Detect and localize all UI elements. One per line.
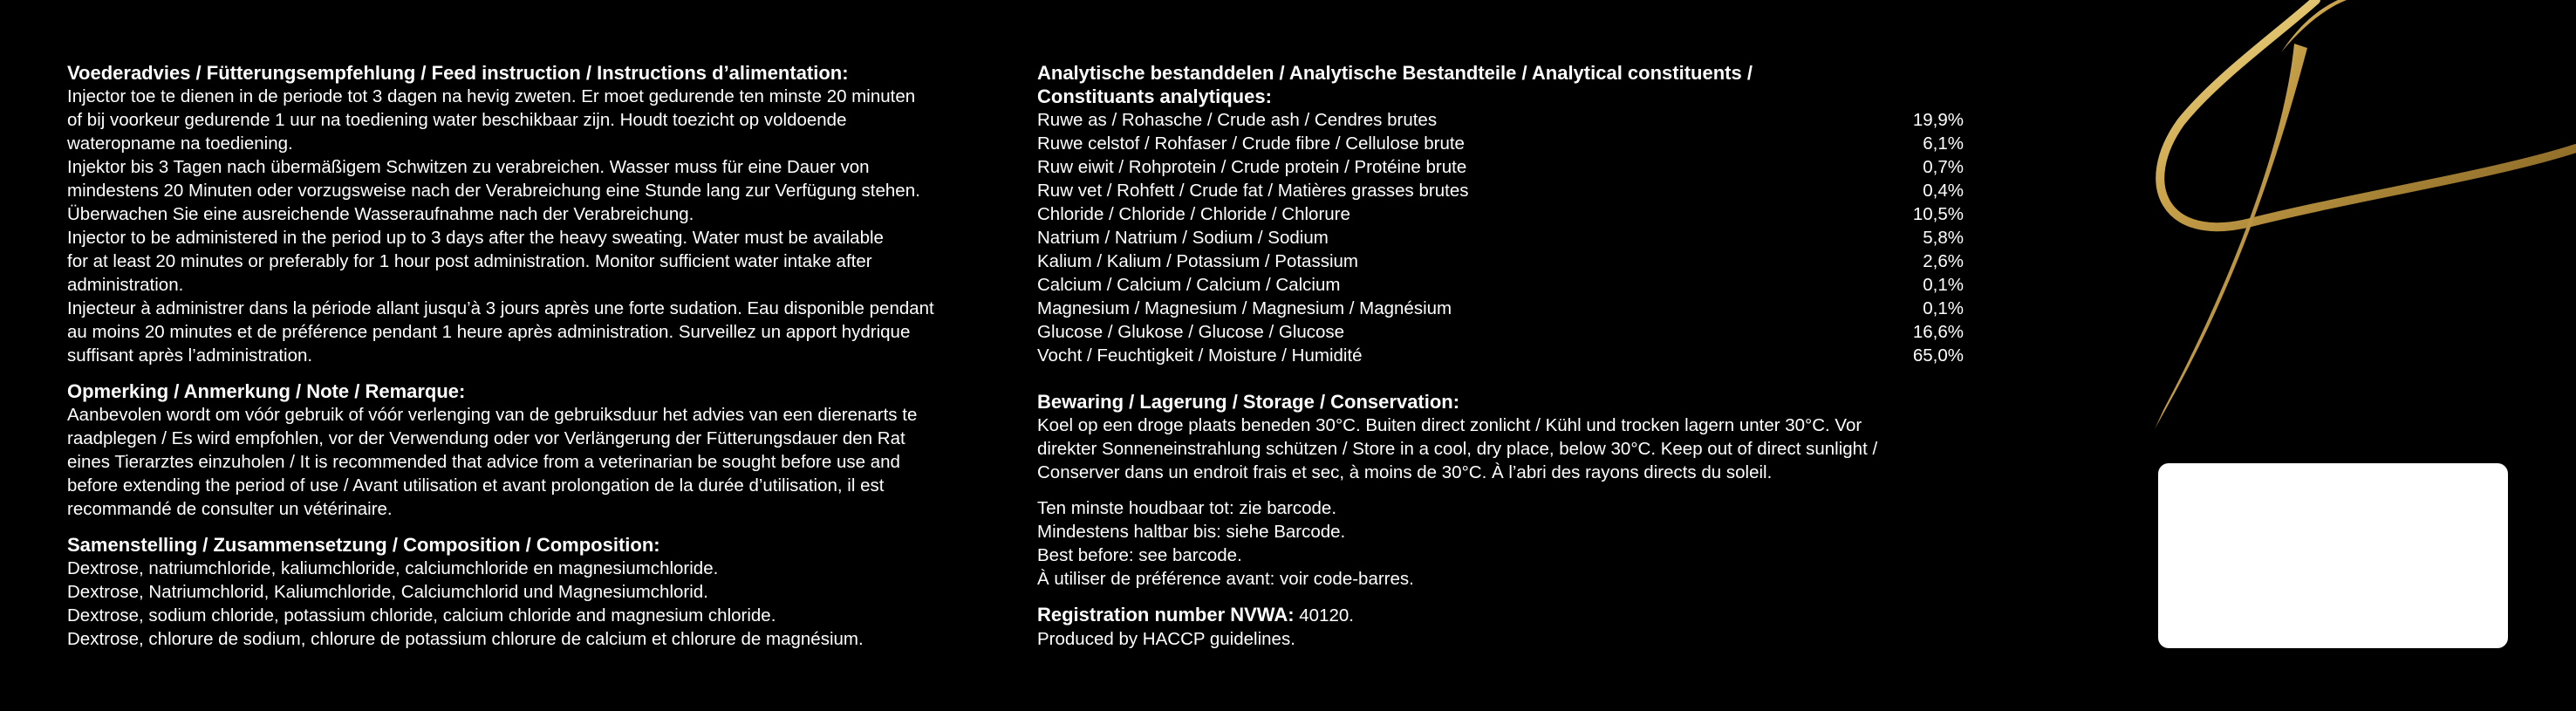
best-before-line: Best before: see barcode.	[1037, 545, 1242, 565]
feed-line: mindestens 20 Minuten oder vorzugsweise nach der Verabreichung eine Stunde lang zur Verfügung stehen.	[67, 181, 920, 201]
analytical-row	[1037, 273, 1964, 297]
note-section	[67, 379, 1005, 521]
registration-label: Registration number NVWA:	[1037, 604, 1295, 626]
swirl-loop	[2160, 0, 2576, 227]
constituent-value: 19,9%	[1912, 110, 1964, 130]
best-before-section	[1037, 496, 1971, 591]
analytical-row	[1037, 155, 1964, 179]
constituent-label: Vocht / Feuchtigkeit / Moisture / Humidité	[1037, 345, 1363, 366]
note-line: raadplegen / Es wird empfohlen, vor der Verwendung oder vor Verlängerung der Fütterungsdauer den Rat	[67, 428, 905, 448]
feed-line: Injector toe te dienen in de periode tot 3 dagen na hevig zweten. Er moet gedurende ten minste 20 minuten	[67, 86, 916, 106]
analytical-row	[1037, 202, 1964, 226]
left-column	[67, 61, 1005, 663]
constituent-label: Ruwe as / Rohasche / Crude ash / Cendres brutes	[1037, 110, 1438, 130]
analytical-heading-cont: Constituants analytiques:	[1037, 85, 1272, 107]
feed-instruction-heading: Voederadvies / Fütterungsempfehlung / Feed instruction / Instructions d’alimentation:	[67, 62, 849, 84]
feed-line: Injecteur à administrer dans la période allant jusqu’à 3 jours après une forte sudation. Eau disponible pendant	[67, 298, 934, 318]
constituent-value: 2,6%	[1923, 251, 1964, 271]
best-before-line: Mindestens haltbar bis: siehe Barcode.	[1037, 522, 1346, 542]
storage-line: Koel op een droge plaats beneden 30°C. Buiten direct zonlicht / Kühl und trocken lagern unter 30°C. Vor	[1037, 415, 1862, 435]
note-line: recommandé de consulter un vétérinaire.	[67, 499, 393, 519]
feed-line: Injector to be administered in the period up to 3 days after the heavy sweating. Water must be available	[67, 228, 884, 248]
analytical-row	[1037, 132, 1964, 155]
composition-section	[67, 533, 1005, 651]
feed-line: of bij voorkeur gedurende 1 uur na toediening water beschikbaar zijn. Houdt toezicht op voldoende	[67, 110, 847, 130]
produced-by-line: Produced by HACCP guidelines.	[1037, 629, 1295, 649]
feed-line: wateropname na toediening.	[67, 133, 293, 154]
constituent-label: Natrium / Natrium / Sodium / Sodium	[1037, 228, 1329, 248]
constituent-value: 0,7%	[1923, 157, 1964, 177]
constituent-value: 0,1%	[1923, 275, 1964, 295]
feed-line: for at least 20 minutes or preferably for 1 hour post administration. Monitor sufficient water intake after	[67, 251, 872, 271]
analytical-section	[1037, 61, 1971, 367]
composition-line: Dextrose, natriumchloride, kaliumchloride, calciumchloride en magnesiumchloride.	[67, 558, 719, 578]
best-before-line: Ten minste houdbaar tot: zie barcode.	[1037, 498, 1337, 518]
feed-line: suffisant après l’administration.	[67, 345, 313, 366]
registration-number: 40120.	[1294, 605, 1354, 626]
constituent-label: Kalium / Kalium / Potassium / Potassium	[1037, 251, 1358, 271]
storage-line: Conserver dans un endroit frais et sec, à moins de 30°C. À l’abri des rayons directs du soleil.	[1037, 462, 1773, 482]
analytical-row	[1037, 250, 1964, 273]
analytical-heading: Analytische bestanddelen / Analytische Bestandteile / Analytical constituents /	[1037, 62, 1753, 84]
best-before-line: À utiliser de préférence avant: voir code-barres.	[1037, 569, 1414, 589]
feed-instruction-section	[67, 61, 1005, 367]
analytical-row	[1037, 320, 1964, 344]
storage-section	[1037, 390, 1971, 484]
constituent-label: Ruw eiwit / Rohprotein / Crude protein / Protéine brute	[1037, 157, 1467, 177]
note-line: before extending the period of use / Avant utilisation et avant prolongation de la durée d’utilisation, il est	[67, 475, 885, 496]
constituent-label: Ruw vet / Rohfett / Crude fat / Matières grasses brutes	[1037, 181, 1469, 201]
constituent-value: 10,5%	[1912, 204, 1964, 224]
analytical-row	[1037, 179, 1964, 202]
barcode-area	[2158, 463, 2508, 648]
composition-line: Dextrose, Natriumchlorid, Kaliumchloride, Calciumchlorid und Magnesiumchlorid.	[67, 582, 708, 602]
constituent-label: Calcium / Calcium / Calcium / Calcium	[1037, 275, 1341, 295]
composition-line: Dextrose, chlorure de sodium, chlorure de potassium chlorure de calcium et chlorure de magnésium.	[67, 629, 864, 649]
constituent-value: 0,4%	[1923, 181, 1964, 201]
constituent-label: Chloride / Chloride / Chloride / Chlorure	[1037, 204, 1350, 224]
note-line: eines Tierarztes einzuholen / It is recommended that advice from a veterinarian be sought before use and	[67, 452, 900, 472]
middle-column	[1037, 61, 1971, 663]
constituent-value: 0,1%	[1923, 298, 1964, 318]
feed-line: Überwachen Sie eine ausreichende Wasseraufnahme nach der Verabreichung.	[67, 204, 694, 224]
feed-line: Injektor bis 3 Tagen nach übermäßigem Schwitzen zu verabreichen. Wasser muss für eine Dauer von	[67, 157, 870, 177]
storage-heading: Bewaring / Lagerung / Storage / Conservation:	[1037, 391, 1460, 413]
feed-line: au moins 20 minutes et de préférence pendant 1 heure après administration. Surveillez un apport hydrique	[67, 322, 911, 342]
storage-line: direkter Sonneneinstrahlung schützen / Store in a cool, dry place, below 30°C. Keep out of direct sunlight /	[1037, 439, 1878, 459]
registration-line	[1037, 603, 1971, 627]
composition-line: Dextrose, sodium chloride, potassium chloride, calcium chloride and magnesium chloride.	[67, 605, 776, 626]
note-heading: Opmerking / Anmerkung / Note / Remarque:	[67, 380, 466, 402]
constituent-value: 65,0%	[1912, 345, 1964, 366]
constituent-value: 5,8%	[1923, 228, 1964, 248]
composition-heading: Samenstelling / Zusammensetzung / Composition / Composition:	[67, 534, 660, 556]
constituent-value: 6,1%	[1923, 133, 1964, 154]
analytical-row	[1037, 297, 1964, 320]
swirl-stroke-main	[2155, 44, 2307, 429]
constituent-label: Magnesium / Magnesium / Magnesium / Magnésium	[1037, 298, 1452, 318]
analytical-row	[1037, 108, 1964, 132]
analytical-table	[1037, 108, 1971, 367]
constituent-label: Ruwe celstof / Rohfaser / Crude fibre / Cellulose brute	[1037, 133, 1465, 154]
constituent-label: Glucose / Glukose / Glucose / Glucose	[1037, 322, 1345, 342]
feed-line: administration.	[67, 275, 184, 295]
note-line: Aanbevolen wordt om vóór gebruik of vóór verlenging van de gebruiksduur het advies van een dierenarts te	[67, 405, 918, 425]
registration-section	[1037, 603, 1971, 651]
constituent-value: 16,6%	[1912, 322, 1964, 342]
analytical-row	[1037, 226, 1964, 250]
analytical-row	[1037, 344, 1964, 367]
